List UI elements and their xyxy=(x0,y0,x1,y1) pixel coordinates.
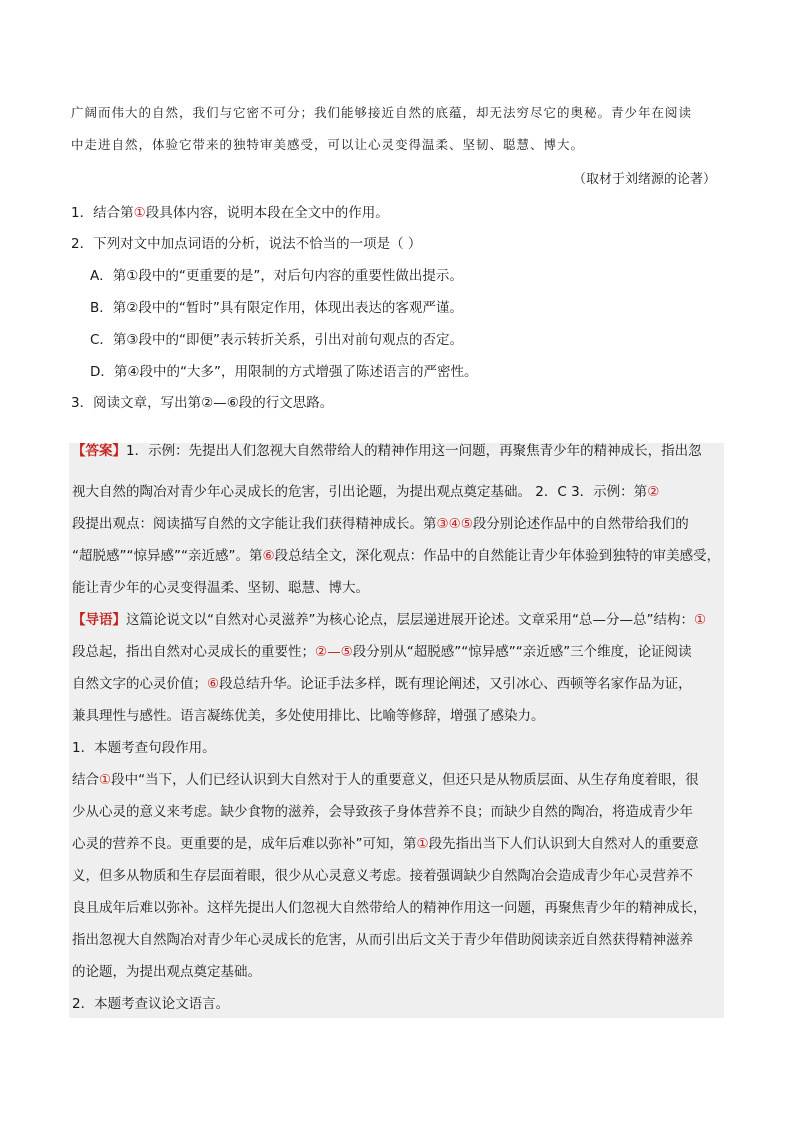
question-2: 2．下列对文中加点词语的分析，说法不恰当的一项是（ ） xyxy=(71,236,422,252)
answer-line-2: 视大自然的陶冶对青少年心灵成长的危害，引出论题，为提出观点奠定基础。 2．C 3．示例：第② xyxy=(72,484,660,500)
passage-line-2: 中走进自然，体验它带来的独特审美感受，可以让心灵变得温柔、坚韧、聪慧、博大。 xyxy=(71,137,585,152)
answer-line-4: “超脱感”“惊异感”“亲近感”。第⑥段总结全文，深化观点：作品中的自然能让青少年体验到独特的审美感受， xyxy=(72,548,721,564)
answer-line-5: 能让青少年的心灵变得温柔、坚韧、聪慧、博大。 xyxy=(72,580,369,596)
option-c: C．第③段中的“即便”表示转折关系，引出对前句观点的否定。 xyxy=(90,332,464,348)
analysis-line-6: 指出忽视大自然陶冶对青少年心灵成长的危害，从而引出后文关于青少年借助阅读亲近自然获得精神滋养 xyxy=(72,932,693,948)
answer-line-1: 【答案】1．示例：先提出人们忽视大自然带给人的精神作用这一问题，再聚焦青少年的精神成长，指出忽 xyxy=(72,443,702,459)
guide-line-3: 自然文字的心灵价值；⑥段总结升华。论证手法多样，既有理论阐述，又引冰心、西顿等名家作品为证， xyxy=(72,676,692,692)
answer-tag: 【答案】 xyxy=(72,443,126,459)
guide-line-4: 兼具理性与感性。语言凝练优美，多处使用排比、比喻等修辞，增强了感染力。 xyxy=(72,708,545,724)
guide-line-1: 【导语】这篇论说文以“自然对心灵滋养”为核心论点，层层递进展开论述。文章采用“总—分—总”结构：① xyxy=(72,612,707,628)
circled-number: ① xyxy=(133,205,146,221)
guide-tag: 【导语】 xyxy=(72,612,126,628)
analysis-heading-1: 1．本题考查句段作用。 xyxy=(72,740,216,756)
answer-panel xyxy=(69,443,724,1018)
analysis-line-3: 心灵的营养不良。更重要的是，成年后难以弥补”可知，第①段先指出当下人们认识到大自然对人的重要意 xyxy=(72,836,699,852)
question-1: 1．结合第①段具体内容，说明本段在全文中的作用。 xyxy=(71,205,389,221)
question-3: 3．阅读文章，写出第②—⑥段的行文思路。 xyxy=(71,395,334,411)
analysis-line-5: 良且成年后难以弥补。这样先提出人们忽视大自然带给人的精神作用这一问题，再聚焦青少年的精神成长， xyxy=(72,900,707,916)
passage-line-1: 广阔而伟大的自然，我们与它密不可分；我们能够接近自然的底蕴，却无法穷尽它的奥秘。青少年在阅读 xyxy=(71,105,693,120)
option-b: B．第②段中的“暂时”具有限定作用，体现出表达的客观严谨。 xyxy=(90,300,463,316)
analysis-heading-2: 2．本题考查议论文语言。 xyxy=(72,996,230,1012)
answer-line-3: 段提出观点：阅读描写自然的文字能让我们获得精神成长。第③④⑤段分别论述作品中的自然带给我们的 xyxy=(72,516,689,532)
analysis-line-4: 义，但多从物质和生存层面着眼，很少从心灵意义考虑。接着强调缺少自然陶冶会造成青少年心灵营养不 xyxy=(72,868,693,884)
passage-source: （取材于刘绪源的论著） xyxy=(572,172,716,187)
analysis-line-1: 结合①段中“当下，人们已经认识到大自然对于人的重要意义，但还只是从物质层面、从生存角度着眼，很 xyxy=(72,772,699,788)
option-d: D．第④段中的“大多”，用限制的方式增强了陈述语言的严密性。 xyxy=(90,364,478,380)
analysis-line-7: 的论题，为提出观点奠定基础。 xyxy=(72,964,261,980)
analysis-line-2: 少从心灵的意义来考虑。缺少食物的滋养，会导致孩子身体营养不良；而缺少自然的陶冶，将造成青少年 xyxy=(72,804,693,820)
option-a: A．第①段中的“更重要的是”，对后句内容的重要性做出提示。 xyxy=(90,268,463,284)
guide-line-2: 段总起，指出自然对心灵成长的重要性；②—⑤段分别从“超脱感”“惊异感”“亲近感”三个维度，论证阅读 xyxy=(72,644,692,660)
